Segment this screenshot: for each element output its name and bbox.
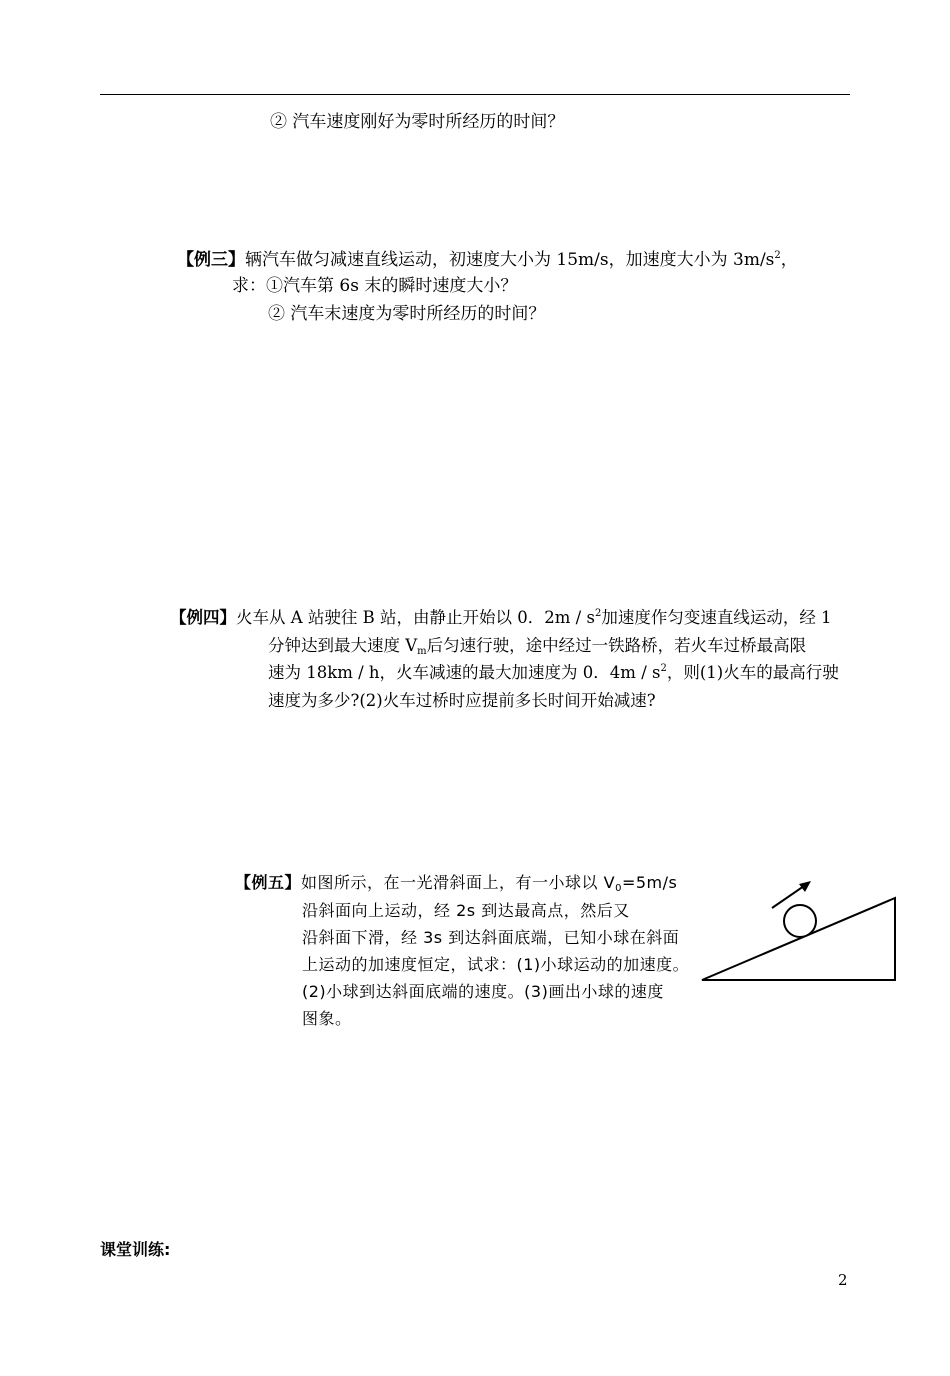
incline-figure bbox=[690, 868, 910, 998]
velocity-arrow-icon bbox=[772, 881, 811, 908]
example-5-line-4: 上运动的加速度恒定，试求：(1)小球运动的加速度。 bbox=[302, 955, 690, 974]
example-3-label: 【例三】 bbox=[177, 250, 245, 270]
example-4-label: 【例四】 bbox=[170, 608, 236, 627]
example-3-line-3: ② 汽车末速度为零时所经历的时间？ bbox=[268, 304, 546, 324]
example-3-line-1: 【例三】辆汽车做匀减速直线运动，初速度大小为 15m/s，加速度大小为 $3m/s^2$， bbox=[177, 250, 798, 270]
example-4-line-2: 分钟达到最大速度 $V_m$后匀速行驶，途中经过一铁路桥，若火车过桥最高限 bbox=[268, 636, 807, 657]
example-5-label: 【例五】 bbox=[235, 873, 302, 892]
example-3-line-2: 求：①汽车第 6s 末的瞬时速度大小？ bbox=[232, 276, 518, 296]
previous-question-2: ② 汽车速度刚好为零时所经历的时间？ bbox=[270, 112, 565, 132]
example-5-line-5: (2)小球到达斜面底端的速度。(3)画出小球的速度 bbox=[302, 982, 664, 1001]
section-title: 课堂训练: bbox=[100, 1240, 171, 1259]
header-rule bbox=[100, 94, 850, 95]
example-4-line-4: 速度为多少?(2)火车过桥时应提前多长时间开始减速? bbox=[268, 691, 656, 710]
example-5-line-6: 图象。 bbox=[302, 1009, 352, 1028]
page-number: 2 bbox=[838, 1271, 848, 1289]
example-5-line-2: 沿斜面向上运动，经 2s 到达最高点，然后又 bbox=[302, 901, 630, 920]
example-5-line-1: 【例五】如图所示，在一光滑斜面上，有一小球以 $V_0=5m/s$ bbox=[235, 873, 678, 894]
ball bbox=[784, 905, 816, 937]
example-4-line-3: 速为 18km / h，火车减速的最大加速度为 0．$4m / s^2$，则(1)火车的最高行驶 bbox=[268, 663, 839, 682]
example-5-line-3: 沿斜面下滑，经 3s 到达斜面底端，已知小球在斜面 bbox=[302, 928, 680, 947]
example-4-line-1: 【例四】火车从 A 站驶往 B 站，由静止开始以 0．$2m / s^2$加速度作匀变速直线运动，经 1 bbox=[170, 608, 832, 627]
